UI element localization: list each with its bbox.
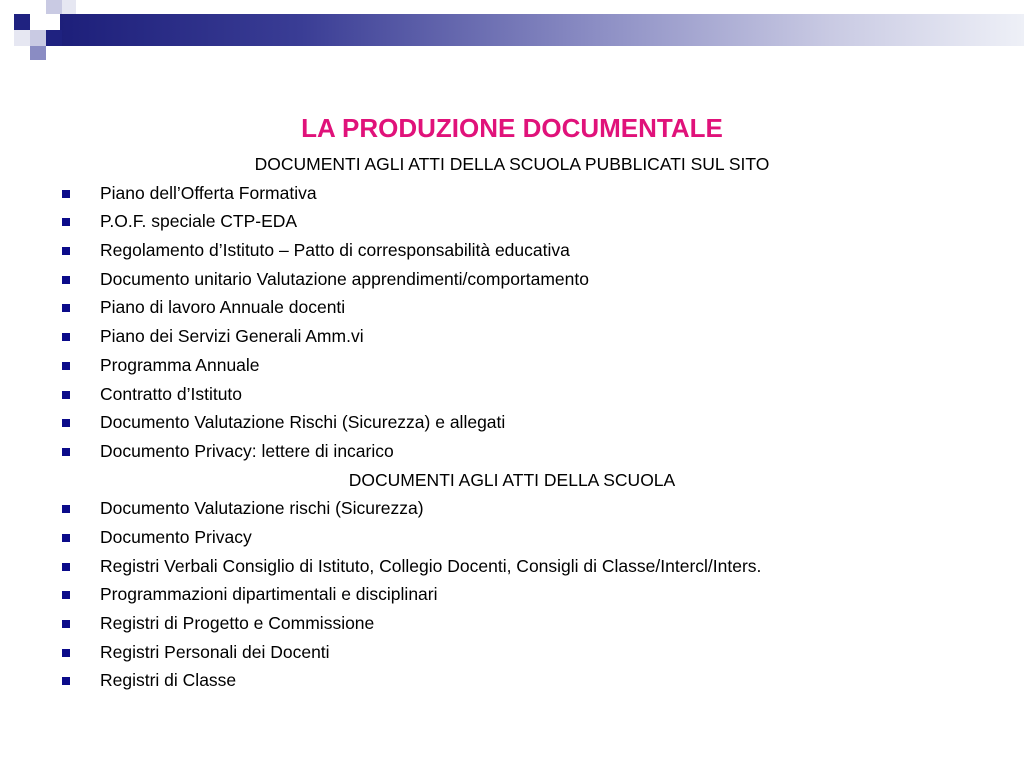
slide-title: LA PRODUZIONE DOCUMENTALE bbox=[301, 113, 723, 143]
square-bullet-icon bbox=[62, 190, 70, 198]
list-item bbox=[0, 293, 1024, 322]
header-gradient-bar bbox=[60, 14, 1024, 46]
header-square-decoration bbox=[30, 46, 46, 60]
square-bullet-icon bbox=[62, 563, 70, 571]
list-item-text: Piano dei Servizi Generali Amm.vi bbox=[100, 326, 364, 347]
header-square-decoration bbox=[30, 30, 46, 46]
list-item-text: Piano di lavoro Annuale docenti bbox=[100, 297, 346, 318]
list-item bbox=[0, 408, 1024, 437]
section-heading-published: DOCUMENTI AGLI ATTI DELLA SCUOLA PUBBLICATI SUL SITO bbox=[254, 154, 770, 174]
list-item-text: P.O.F. speciale CTP-EDA bbox=[100, 211, 298, 232]
list-item-text: Registri Verbali Consiglio di Istituto, Collegio Docenti, Consigli di Classe/Intercl/Inters. bbox=[100, 555, 762, 576]
square-bullet-icon bbox=[62, 534, 70, 542]
header-square-decoration bbox=[62, 0, 76, 14]
list-item bbox=[0, 322, 1024, 351]
list-item-text: Documento Privacy bbox=[100, 526, 252, 547]
list-item-text: Programma Annuale bbox=[100, 354, 260, 375]
square-bullet-icon bbox=[62, 505, 70, 513]
list-item-text: Regolamento d’Istituto – Patto di corresponsabilità educativa bbox=[100, 240, 570, 261]
list-item bbox=[0, 666, 1024, 695]
list-item-text: Contratto d’Istituto bbox=[100, 383, 243, 404]
square-bullet-icon bbox=[62, 419, 70, 427]
list-item-text: Documento unitario Valutazione apprendimenti/comportamento bbox=[100, 268, 589, 289]
square-bullet-icon bbox=[62, 362, 70, 370]
list-item bbox=[0, 523, 1024, 552]
header-square-decoration bbox=[46, 0, 62, 14]
square-bullet-icon bbox=[62, 591, 70, 599]
list-item bbox=[0, 179, 1024, 208]
list-item bbox=[0, 580, 1024, 609]
square-bullet-icon bbox=[62, 276, 70, 284]
square-bullet-icon bbox=[62, 218, 70, 226]
list-item bbox=[0, 609, 1024, 638]
list-item bbox=[0, 638, 1024, 667]
list-item bbox=[0, 552, 1024, 581]
list-item bbox=[0, 351, 1024, 380]
list-item bbox=[0, 494, 1024, 523]
square-bullet-icon bbox=[62, 677, 70, 685]
square-bullet-icon bbox=[62, 448, 70, 456]
square-bullet-icon bbox=[62, 333, 70, 341]
square-bullet-icon bbox=[62, 620, 70, 628]
list-item bbox=[0, 380, 1024, 409]
header-square-decoration bbox=[14, 14, 30, 30]
list-item-text: Piano dell’Offerta Formativa bbox=[100, 182, 317, 203]
square-bullet-icon bbox=[62, 247, 70, 255]
list-item bbox=[0, 265, 1024, 294]
list-item-text: Programmazioni dipartimentali e disciplinari bbox=[100, 584, 438, 605]
list-item bbox=[0, 437, 1024, 466]
square-bullet-icon bbox=[62, 391, 70, 399]
header-square-decoration bbox=[14, 30, 30, 46]
list-item bbox=[0, 207, 1024, 236]
list-item-text: Documento Privacy: lettere di incarico bbox=[100, 440, 394, 461]
list-item-text: Registri di Progetto e Commissione bbox=[100, 613, 375, 633]
list-item-text: Documento Valutazione rischi (Sicurezza) bbox=[100, 498, 424, 519]
slide-content bbox=[0, 150, 1024, 695]
square-bullet-icon bbox=[62, 649, 70, 657]
header-square-decoration bbox=[46, 30, 62, 46]
square-bullet-icon bbox=[62, 304, 70, 312]
list-item-text: Documento Valutazione Rischi (Sicurezza) e allegati bbox=[100, 412, 506, 433]
list-item-text: Registri di Classe bbox=[100, 670, 237, 691]
section-heading-archived: DOCUMENTI AGLI ATTI DELLA SCUOLA bbox=[348, 469, 676, 490]
list-item bbox=[0, 236, 1024, 265]
list-item-text: Registri Personali dei Docenti bbox=[100, 641, 330, 662]
